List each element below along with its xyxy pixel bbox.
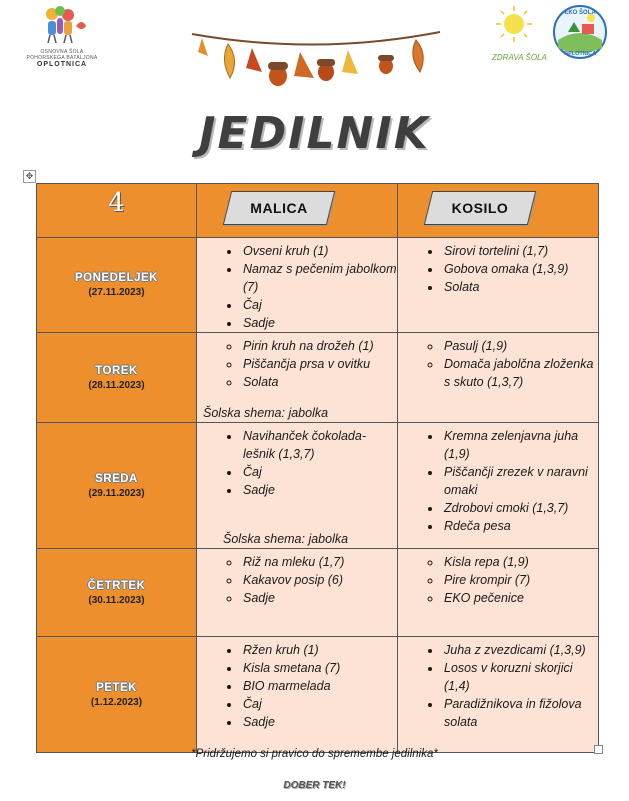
day-cell — [37, 238, 197, 333]
school-scheme-note: Šolska shema: jabolka — [223, 532, 349, 546]
list-item: • Gobova omaka (1,3,9) — [442, 260, 598, 278]
kosilo-header — [428, 191, 532, 225]
school-scheme-note: Šolska shema: jabolka — [203, 406, 329, 420]
day-name: SREDA — [95, 472, 138, 485]
day-date: (30.11.2023) — [88, 594, 145, 606]
malica-list — [197, 423, 397, 499]
day-cell — [37, 549, 197, 637]
malica-header-cell — [197, 184, 398, 238]
list-item: • Ovseni kruh (1) — [241, 242, 397, 260]
list-item: • Kisla smetana (7) — [241, 659, 397, 677]
week-number: 4 — [108, 188, 125, 218]
day-cell — [37, 637, 197, 753]
day-row-torek — [37, 333, 599, 423]
list-item: • BIO marmelada — [241, 677, 397, 695]
children-icon — [32, 6, 92, 44]
list-item: • Čaj — [241, 296, 397, 314]
kosilo-list — [398, 333, 598, 391]
day-name: TOREK — [95, 364, 138, 377]
list-item: • Sadje — [241, 713, 397, 731]
day-name: PONEDELJEK — [75, 272, 158, 284]
day-cell — [37, 333, 197, 423]
kosilo-cell — [398, 238, 599, 333]
list-item: ◦ EKO pečenice — [442, 589, 598, 607]
malica-cell — [197, 333, 398, 423]
day-date: (1.12.2023) — [90, 696, 143, 708]
autumn-garland-icon — [188, 26, 444, 106]
malica-cell — [197, 238, 398, 333]
malica-header — [227, 191, 331, 225]
school-logo — [22, 6, 102, 68]
list-item: • Kremna zelenjavna juha (1,9) — [442, 427, 598, 463]
school-name-line-1: OSNOVNA ŠOLA — [40, 49, 84, 55]
school-name-line-2: POHORSKEGA BATALJONA — [26, 55, 98, 61]
list-item: • Paradižnikova in fižolova solata — [442, 695, 598, 731]
malica-list — [197, 238, 397, 332]
list-item: ◦ Pire krompir (7) — [442, 571, 598, 589]
list-item: • Navihanček čokolada-lešnik (1,3,7) — [241, 427, 397, 463]
table-move-handle-icon[interactable]: ✥ — [23, 170, 36, 183]
closing-text: DOBER TEK! — [283, 780, 346, 791]
list-item: ◦ Pasulj (1,9) — [442, 337, 598, 355]
list-item: ◦ Domača jabolčna zloženka s skuto (1,3,7) — [442, 355, 598, 391]
kosilo-list — [398, 238, 598, 296]
kosilo-header-cell — [398, 184, 599, 238]
menu-table — [36, 183, 599, 753]
list-item: ◦ Sadje — [241, 589, 397, 607]
day-name: PETEK — [96, 681, 137, 694]
malica-cell — [197, 637, 398, 753]
list-item: • Piščančji zrezek v naravni omaki — [442, 463, 598, 499]
list-item: • Sirovi tortelini (1,7) — [442, 242, 598, 260]
kosilo-header-label: KOSILO — [451, 200, 509, 216]
list-item: • Sadje — [241, 314, 397, 332]
kosilo-cell — [398, 333, 599, 423]
eco-school-bottom-label: OPLOTNICA — [563, 51, 597, 57]
list-item: • Ržen kruh (1) — [241, 641, 397, 659]
malica-list — [197, 549, 397, 607]
malica-list — [197, 333, 397, 391]
school-city: OPLOTNICA — [36, 61, 88, 68]
malica-cell — [197, 549, 398, 637]
list-item: • Čaj — [241, 463, 397, 481]
list-item: • Juha z zvezdicami (1,3,9) — [442, 641, 598, 659]
malica-cell — [197, 423, 398, 549]
list-item: ◦ Kisla repa (1,9) — [442, 553, 598, 571]
footnote: *Pridržujemo si pravico do spremembe jedilnika* — [191, 748, 438, 760]
kosilo-cell — [398, 423, 599, 549]
day-row-petek — [37, 637, 599, 753]
list-item: • Sadje — [241, 481, 397, 499]
kosilo-cell — [398, 637, 599, 753]
list-item: ◦ Piščančja prsa v ovitku — [241, 355, 397, 373]
kosilo-list — [398, 423, 598, 535]
day-name: ČETRTEK — [87, 579, 146, 592]
day-date: (29.11.2023) — [88, 487, 145, 499]
list-item: ◦ Solata — [241, 373, 397, 391]
day-row-sreda — [37, 423, 599, 549]
kosilo-cell — [398, 549, 599, 637]
list-item: • Zdrobovi cmoki (1,3,7) — [442, 499, 598, 517]
healthy-school-label: ZDRAVA ŠOLA — [492, 53, 547, 62]
day-row-ponedeljek — [37, 238, 599, 333]
list-item: ◦ Kakavov posip (6) — [241, 571, 397, 589]
malica-header-label: MALICA — [250, 200, 308, 216]
list-item: • Losos v koruzni skorjici (1,4) — [442, 659, 598, 695]
page-title: JEDILNIK — [199, 108, 430, 159]
list-item[interactable]: • Solata — [442, 278, 598, 296]
sun-icon — [496, 6, 532, 42]
menu-header-row — [37, 184, 599, 238]
kosilo-list — [398, 549, 598, 607]
list-item: ◦ Pirin kruh na drožeh (1) — [241, 337, 397, 355]
list-item: ◦ Riž na mleku (1,7) — [241, 553, 397, 571]
kosilo-list — [398, 637, 598, 731]
day-cell — [37, 423, 197, 549]
list-item: • Namaz s pečenim jabolkom (7) — [241, 260, 397, 296]
day-date: (28.11.2023) — [88, 379, 145, 391]
list-item: • Rdeča pesa — [442, 517, 598, 535]
list-item: • Čaj — [241, 695, 397, 713]
eco-school-top-label: EKO ŠOLA — [564, 10, 596, 16]
malica-list — [197, 637, 397, 731]
day-row-cetrtek — [37, 549, 599, 637]
partner-logos — [488, 2, 612, 64]
day-date: (27.11.2023) — [88, 287, 145, 298]
week-cell — [37, 184, 197, 238]
